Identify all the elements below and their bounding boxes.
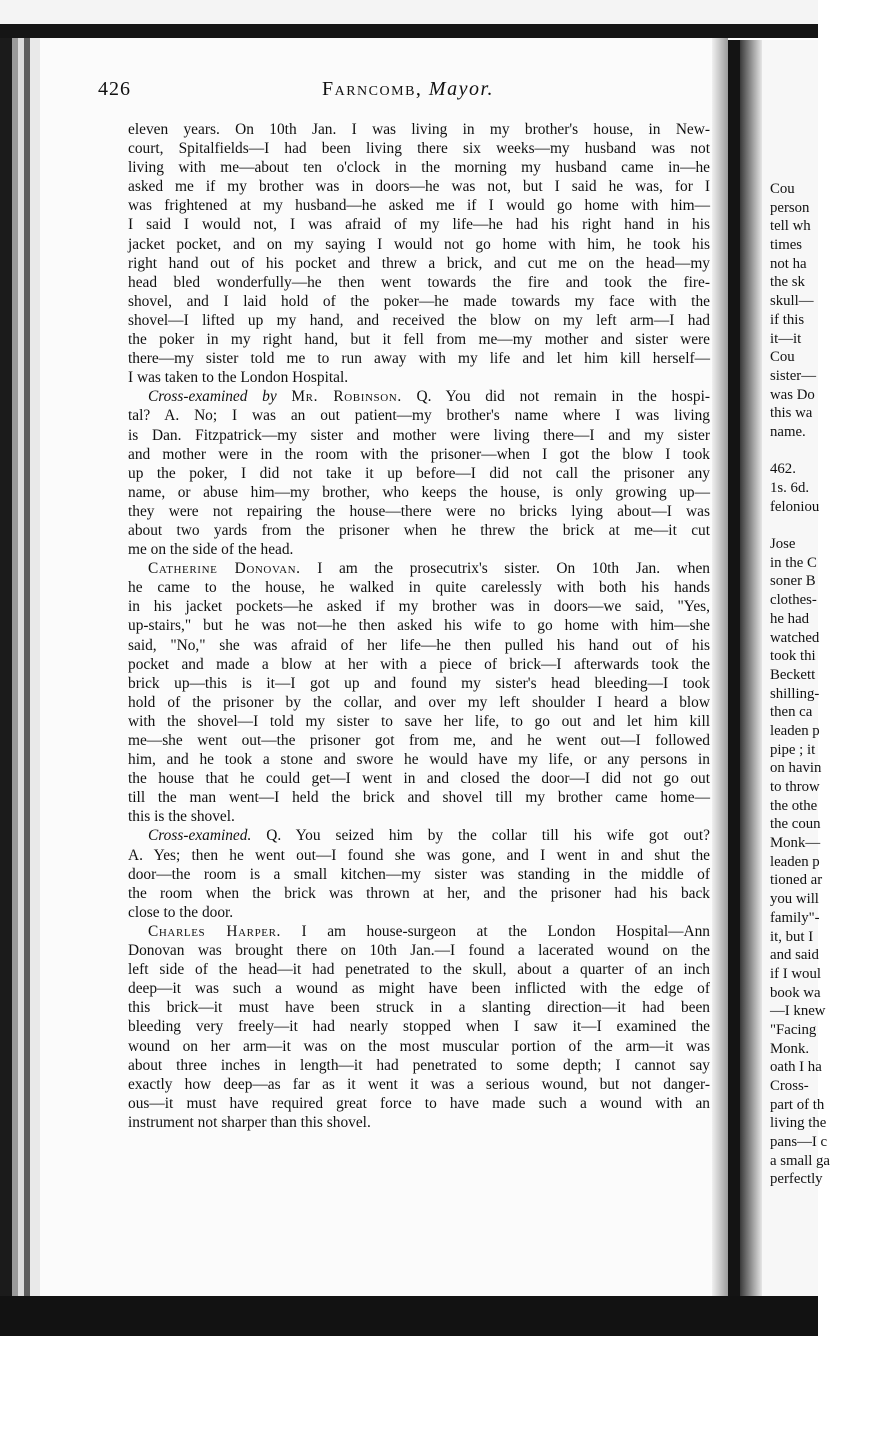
line-text: the room when the brick was thrown at her, and the prisoner had his back bbox=[128, 884, 710, 902]
text-line bbox=[128, 807, 710, 826]
facing-line: Cou bbox=[770, 349, 795, 366]
facing-line: sister— bbox=[770, 367, 817, 384]
line-text: instrument not sharper than this shovel. bbox=[128, 1113, 371, 1131]
facing-line: pans—I c bbox=[770, 1134, 828, 1151]
facing-line: took thi bbox=[770, 648, 816, 665]
text-line bbox=[128, 158, 710, 177]
page-number: 426 bbox=[98, 78, 131, 100]
facing-line: leaden p bbox=[770, 722, 820, 739]
text-line bbox=[128, 387, 710, 406]
line-text: asked me if my brother was in doors—he was not, but I said he was, for I bbox=[128, 178, 710, 196]
facing-line: —I knew bbox=[770, 1003, 826, 1020]
facing-line: skull— bbox=[770, 293, 814, 310]
line-text: Q. You did not remain in the hospi- bbox=[416, 388, 710, 406]
text-line bbox=[128, 616, 710, 635]
line-text: shovel, and I laid hold of the poker—he made towards my face with the bbox=[128, 292, 710, 310]
text-line bbox=[128, 998, 710, 1017]
line-text: I am the prosecutrix's sister. On 10th Jan. when bbox=[317, 560, 711, 578]
line-text: up-stairs," but he was not—he then asked his wife to go home with him—she bbox=[128, 617, 710, 635]
text-line bbox=[128, 177, 710, 196]
facing-line: clothes- bbox=[770, 592, 817, 609]
text-line bbox=[128, 559, 710, 578]
line-text: was frightened at my husband—he asked me if I would go home with him— bbox=[128, 197, 710, 215]
text-line bbox=[128, 540, 710, 559]
text-line bbox=[128, 235, 710, 254]
text-line bbox=[128, 750, 710, 769]
line-text: there—my sister told me to run away with my life and let him kill herself— bbox=[128, 350, 710, 368]
text-line bbox=[128, 960, 710, 979]
facing-line: Jose bbox=[770, 536, 796, 553]
text-line bbox=[128, 406, 710, 425]
line-text: tal? A. No; I was an out patient—my brother's name where I was living bbox=[128, 407, 710, 425]
text-line bbox=[128, 941, 710, 960]
facing-line: oath I ha bbox=[770, 1059, 822, 1076]
text-line bbox=[128, 521, 710, 540]
text-line bbox=[128, 674, 710, 693]
line-text: exactly how deep—as far as it went it was a serious wound, but not danger- bbox=[128, 1075, 710, 1093]
facing-line: it, but I bbox=[770, 928, 814, 945]
line-text: up the poker, I did not take it up before—I did not call the prisoner any bbox=[128, 464, 710, 482]
facing-line: feloniou bbox=[770, 498, 820, 515]
page-header bbox=[98, 78, 718, 108]
line-text: pocket and made a blow at her with a piece of brick—I afterwards took the bbox=[128, 655, 710, 673]
facing-line: soner B bbox=[770, 573, 816, 590]
line-text: close to the door. bbox=[128, 903, 234, 921]
facing-line: person bbox=[770, 199, 810, 216]
text-line bbox=[128, 426, 710, 445]
facing-line: Monk— bbox=[770, 835, 821, 852]
facing-line: in the C bbox=[770, 554, 817, 571]
text-line bbox=[128, 712, 710, 731]
text-line bbox=[128, 1075, 710, 1094]
text-line bbox=[128, 903, 710, 922]
line-text: brick up—this is it—I got up and found my sister's head bleeding—I took bbox=[128, 674, 710, 692]
line-text: right hand out of his pocket and threw a brick, and cut me on the head—my bbox=[128, 254, 710, 272]
facing-line bbox=[770, 516, 890, 535]
witness-name: Charles Harper. bbox=[148, 922, 281, 940]
witness-name: Catherine Donovan. bbox=[148, 560, 301, 578]
facing-line: this wa bbox=[770, 405, 813, 422]
text-line bbox=[128, 769, 710, 788]
text-line bbox=[128, 597, 710, 616]
text-line bbox=[128, 330, 710, 349]
text-line bbox=[128, 215, 710, 234]
facing-line: the coun bbox=[770, 816, 821, 833]
facing-line: living the bbox=[770, 1115, 827, 1132]
line-text: the house that he could get—I went in and closed the door—I did not go out bbox=[128, 770, 710, 788]
line-text: I was taken to the London Hospital. bbox=[128, 369, 349, 387]
facing-line bbox=[770, 442, 890, 461]
line-text: me on the side of the head. bbox=[128, 541, 294, 559]
text-line bbox=[128, 292, 710, 311]
line-text: is Dan. Fitzpatrick—my sister and mother were living there—I and my sister bbox=[128, 426, 710, 444]
line-text: me—she went out—the prisoner got from me, and he went out—I followed bbox=[128, 732, 710, 749]
line-text: living with me—about ten o'clock in the morning my husband came in—he bbox=[128, 159, 710, 177]
text-line bbox=[128, 636, 710, 655]
line-text: deep—it was such a wound as might have been inflicted with the edge of bbox=[128, 980, 710, 998]
line-text: the poker in my right hand, but it fell from me—my mother and sister were bbox=[128, 331, 710, 349]
facing-line: then ca bbox=[770, 704, 813, 721]
line-text: ous—it must have required great force to have made such a wound with an bbox=[128, 1094, 710, 1112]
text-line bbox=[128, 368, 710, 387]
text-line bbox=[128, 483, 710, 502]
examination-label: Cross-examined by bbox=[148, 388, 277, 406]
facing-line: was Do bbox=[770, 386, 815, 403]
facing-page-text bbox=[770, 180, 890, 1189]
text-line bbox=[128, 578, 710, 597]
binding-shadow bbox=[740, 40, 762, 1296]
text-line bbox=[128, 979, 710, 998]
facing-line: "Facing bbox=[770, 1021, 817, 1038]
text-line bbox=[128, 1037, 710, 1056]
text-line bbox=[128, 311, 710, 330]
facing-line: it—it bbox=[770, 330, 802, 347]
text-line bbox=[128, 254, 710, 273]
line-text: this brick—it must have been struck in a slanting direction—it had been bbox=[128, 999, 710, 1017]
text-line bbox=[128, 464, 710, 483]
scan-top-shadow bbox=[0, 24, 818, 38]
running-head bbox=[98, 78, 718, 101]
facing-line: Beckett bbox=[770, 666, 816, 683]
scan-left-shadow bbox=[0, 38, 12, 1298]
facing-line: shilling- bbox=[770, 685, 820, 702]
examination-label: Cross-examined. bbox=[148, 827, 252, 845]
page-body-text bbox=[128, 120, 710, 1132]
line-text: wound on her arm—it was on the most muscular portion of the arm—it was bbox=[128, 1037, 710, 1055]
text-line bbox=[128, 445, 710, 464]
facing-line: 462. bbox=[770, 461, 796, 478]
line-text: jacket pocket, and on my saying I would not go home with him, he took his bbox=[128, 235, 710, 253]
line-text: about two yards from the prisoner when he threw the brick at me—it cut bbox=[128, 521, 710, 539]
text-line bbox=[128, 731, 710, 750]
facing-line: the othe bbox=[770, 797, 818, 814]
facing-line: tioned ar bbox=[770, 872, 823, 889]
text-line bbox=[128, 788, 710, 807]
line-text: him, and he took a stone and swore he would have my life, or any persons in bbox=[128, 751, 710, 769]
facing-line: leaden p bbox=[770, 853, 820, 870]
text-line bbox=[128, 196, 710, 215]
text-line bbox=[128, 655, 710, 674]
text-line bbox=[128, 1017, 710, 1036]
running-head-name: Farncomb, bbox=[321, 78, 423, 100]
line-text: Donovan was brought there on 10th Jan.—I found a lacerated wound on the bbox=[128, 942, 710, 960]
line-text: hold of the prisoner by the collar, and over my left shoulder I heard a blow bbox=[128, 693, 710, 711]
text-line bbox=[128, 693, 710, 712]
witness-name: Mr. Robinson. bbox=[291, 388, 402, 406]
facing-line: if this bbox=[770, 311, 805, 328]
text-line bbox=[128, 1056, 710, 1075]
line-text: and mother were in the room with the prisoner—when I got the blow I took bbox=[128, 445, 710, 463]
text-line bbox=[128, 846, 710, 865]
facing-line: book wa bbox=[770, 984, 821, 1001]
line-text: they were not repairing the house—there were no bricks lying about—I was bbox=[128, 502, 710, 520]
facing-line: not ha bbox=[770, 255, 807, 272]
line-text: Q. You seized him by the collar till his wife got out? bbox=[266, 827, 710, 845]
text-line bbox=[128, 139, 710, 158]
text-line bbox=[128, 1094, 710, 1113]
facing-line: perfectly bbox=[770, 1171, 823, 1188]
text-line bbox=[128, 349, 710, 368]
facing-line: and said bbox=[770, 947, 819, 964]
line-text: court, Spitalfields—I had been living there six weeks—my husband was not bbox=[128, 140, 710, 158]
line-text: he came to the house, he walked in quite carelessly with both his hands bbox=[128, 579, 710, 597]
facing-page bbox=[762, 40, 830, 1296]
line-text: head bled wonderfully—he then went towards the fire and took the fire- bbox=[128, 273, 710, 291]
facing-line: a small ga bbox=[770, 1152, 830, 1169]
line-text: with the shovel—I told my sister to save her life, to go out and let him kill bbox=[128, 712, 710, 730]
line-text: about three inches in length—it had penetrated to some depth; I cannot say bbox=[128, 1056, 710, 1074]
text-line bbox=[128, 826, 710, 845]
facing-line: he had bbox=[770, 610, 810, 627]
facing-line: tell wh bbox=[770, 218, 811, 235]
facing-line: to throw bbox=[770, 779, 820, 795]
facing-line: Monk. bbox=[770, 1040, 810, 1057]
running-head-title: Mayor. bbox=[428, 78, 495, 100]
facing-line: you will bbox=[770, 891, 819, 908]
line-text: door—the room is a small kitchen—my sister was standing in the middle of bbox=[128, 865, 710, 883]
text-line bbox=[128, 1113, 710, 1132]
facing-line: watched bbox=[770, 629, 820, 646]
scan-bottom-shadow bbox=[0, 1296, 818, 1336]
text-line bbox=[128, 884, 710, 903]
line-text: name, or abuse him—my brother, who keeps the house, is only growing up— bbox=[128, 483, 710, 501]
line-text: till the man went—I held the brick and shovel till my brother came home— bbox=[128, 789, 710, 807]
line-text: in his jacket pockets—he asked if my brother was in doors—we said, "Yes, bbox=[128, 598, 710, 616]
text-line bbox=[128, 865, 710, 884]
binding-gutter bbox=[728, 40, 740, 1296]
facing-line: times bbox=[770, 237, 803, 254]
line-text: shovel—I lifted up my hand, and received the blow on my left arm—I had bbox=[128, 311, 710, 329]
facing-line: Cross- bbox=[770, 1078, 809, 1094]
line-text: said, "No," she was afraid of her life—he then pulled his hand out of his bbox=[128, 636, 710, 654]
text-line bbox=[128, 120, 710, 139]
facing-line: family"- bbox=[770, 909, 820, 926]
facing-line: name. bbox=[770, 423, 806, 440]
facing-line: pipe ; it bbox=[770, 741, 816, 758]
line-text: I said I would not, I was afraid of my life—he had his right hand in his bbox=[128, 216, 710, 234]
line-text: I am house-surgeon at the London Hospital—Ann bbox=[301, 922, 710, 940]
text-line bbox=[128, 273, 710, 292]
facing-line: Cou bbox=[770, 181, 795, 197]
facing-line: part of th bbox=[770, 1096, 825, 1113]
line-text: A. Yes; then he went out—I found she was gone, and I went in and shut the bbox=[128, 846, 710, 864]
line-text: this is the shovel. bbox=[128, 808, 235, 826]
facing-line: the sk bbox=[770, 274, 805, 291]
line-text: left side of the head—it had penetrated to the skull, about a quarter of an inch bbox=[128, 961, 710, 979]
facing-line: on havin bbox=[770, 760, 822, 777]
line-text: eleven years. On 10th Jan. I was living in my brother's house, in New- bbox=[128, 121, 710, 138]
text-line bbox=[128, 922, 710, 941]
facing-line: 1s. 6d. bbox=[770, 480, 810, 496]
scan-bottom-margin bbox=[0, 1336, 818, 1435]
page-edge bbox=[30, 38, 40, 1300]
line-text: bleeding very freely—it had nearly stopped when I saw it—I examined the bbox=[128, 1018, 710, 1036]
facing-line: if I woul bbox=[770, 965, 821, 982]
binding-shadow bbox=[712, 38, 728, 1296]
text-line bbox=[128, 502, 710, 521]
